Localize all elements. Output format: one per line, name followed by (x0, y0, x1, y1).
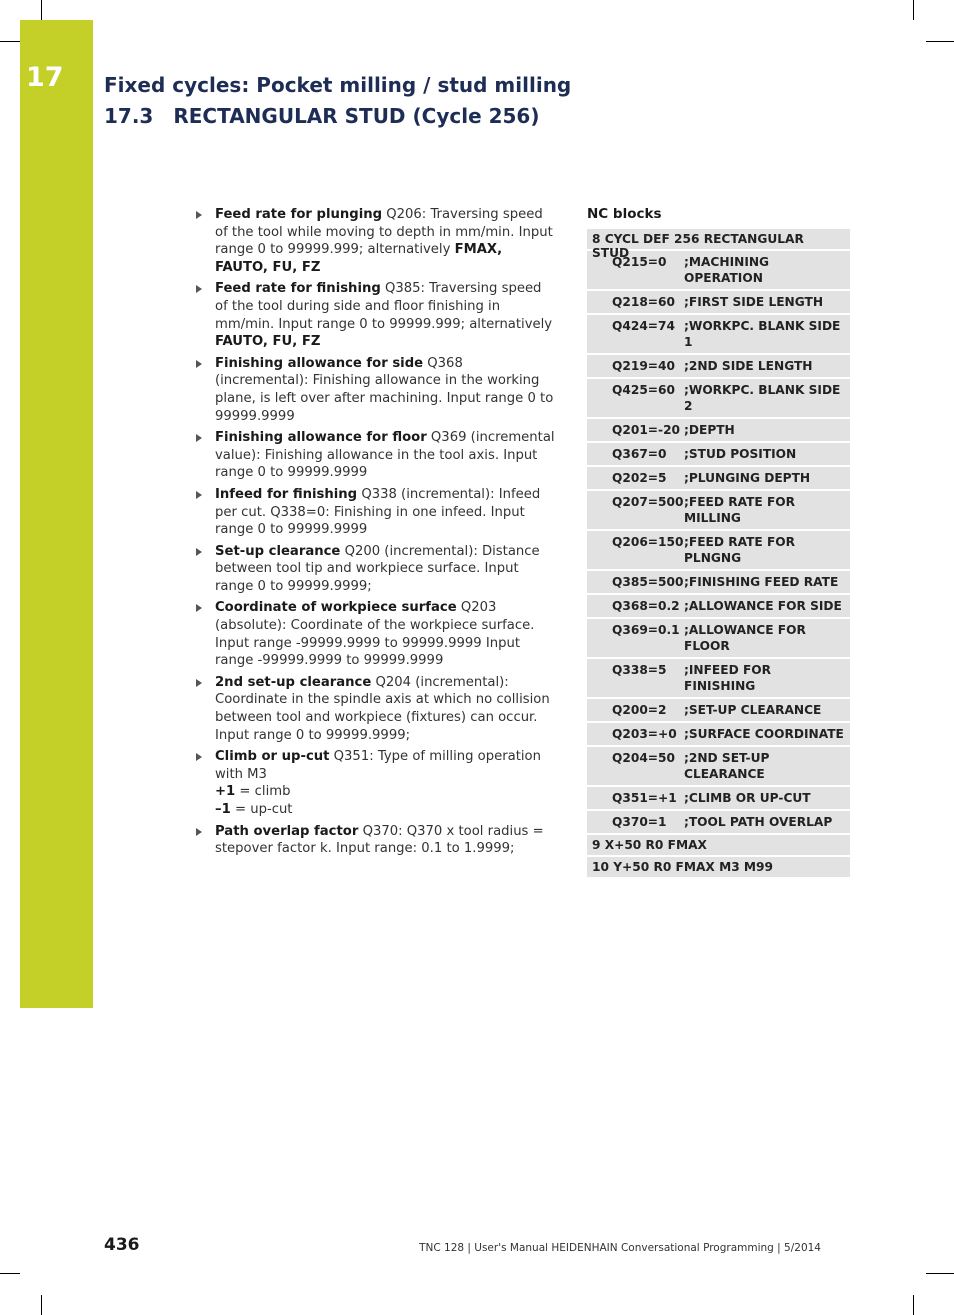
nc-param-row (587, 291, 850, 315)
nc-blocks-heading: NC blocks (587, 206, 662, 222)
climb-value: = climb (235, 784, 291, 800)
param-item (195, 543, 557, 596)
bullet-arrow-icon (196, 491, 202, 499)
nc-param-comment: ;PLUNGING DEPTH (684, 471, 811, 485)
nc-param-code: Q203=+0 (612, 727, 677, 741)
nc-param-code: Q351=+1 (612, 791, 677, 805)
crop-mark (0, 41, 20, 42)
param-name: Feed rate for finishing (215, 281, 381, 297)
crop-mark (41, 1295, 42, 1315)
param-name: Infeed for finishing (215, 486, 358, 502)
nc-param-comment: ;SET-UP CLEARANCE (684, 703, 822, 717)
param-desc: Q368 (incremental): Finishing allowance in the working plane, is left over after machining. Input range 0 to 99999.9999 (215, 355, 554, 424)
crop-mark (913, 1295, 914, 1315)
nc-param-comment: ;FEED RATE FOR PLNGNG (684, 535, 796, 565)
param-desc: Q206: Traversing speed of the tool while moving to depth in mm/min. Input range 0 to 99999.999; alternatively (215, 207, 553, 258)
param-desc: Q369 (incremental value): Finishing allowance in the tool axis. Input range 0 to 99999.9999 (215, 430, 555, 481)
param-desc: Q338 (incremental): Infeed per cut. Q338=0: Finishing in one infeed. Input range 0 to 99999.9999 (215, 486, 541, 538)
param-name: Finishing allowance for side (215, 355, 424, 371)
nc-param-code: Q368=0.2 (612, 599, 680, 613)
nc-param-row (587, 787, 850, 811)
bullet-arrow-icon (196, 434, 202, 442)
nc-param-comment: ;ALLOWANCE FOR FLOOR (684, 623, 806, 653)
param-options: FMAX, FAUTO, FU, FZ (215, 242, 503, 275)
crop-mark (41, 0, 42, 20)
nc-param-row (587, 315, 850, 355)
chapter-number: 17 (26, 62, 64, 93)
nc-param-comment: ;STUD POSITION (684, 447, 797, 461)
nc-param-code: Q424=74 (612, 319, 675, 333)
nc-param-row (587, 595, 850, 619)
param-name: Path overlap factor (215, 823, 359, 839)
nc-param-comment: ;ALLOWANCE FOR SIDE (684, 599, 842, 613)
nc-param-code: Q370=1 (612, 815, 667, 829)
param-desc: Q385: Traversing speed of the tool during side and floor finishing in mm/min. Input range 0 to 99999.999; alternatively (215, 281, 553, 332)
nc-param-code: Q204=50 (612, 751, 675, 765)
nc-param-code: Q218=60 (612, 295, 675, 309)
upcut-value: = up-cut (230, 802, 293, 817)
param-name: Finishing allowance for floor (215, 430, 427, 446)
section-name: RECTANGULAR STUD (Cycle 256) (173, 104, 540, 128)
upcut-key: –1 (215, 802, 231, 817)
nc-param-row (587, 531, 850, 571)
nc-block-row (587, 835, 850, 857)
nc-param-code: Q206=150 (612, 535, 684, 549)
nc-block-row (587, 857, 850, 879)
crop-mark (926, 41, 954, 42)
nc-param-comment: ;WORKPC. BLANK SIDE 1 (684, 319, 841, 349)
param-name: Set-up clearance (215, 543, 341, 559)
nc-param-comment: ;DEPTH (684, 423, 735, 437)
nc-blocks-table (587, 229, 850, 879)
nc-param-code: Q367=0 (612, 447, 667, 461)
nc-param-comment: ;SURFACE COORDINATE (684, 727, 844, 741)
nc-param-row (587, 355, 850, 379)
nc-param-code: Q207=500 (612, 495, 684, 509)
nc-param-code: Q200=2 (612, 703, 667, 717)
param-desc: Q370: Q370 x tool radius = stepover factor k. Input range: 0.1 to 1.9999; (215, 823, 544, 857)
bullet-arrow-icon (196, 211, 202, 219)
nc-block-text: 8 CYCL DEF 256 RECTANGULAR STUD (592, 232, 804, 260)
nc-param-comment: ;FIRST SIDE LENGTH (684, 295, 824, 309)
nc-param-row (587, 467, 850, 491)
nc-param-row (587, 443, 850, 467)
bullet-arrow-icon (196, 828, 202, 836)
page-number: 436 (104, 1235, 140, 1255)
param-item (195, 748, 557, 818)
nc-param-comment: ;FEED RATE FOR MILLING (684, 495, 796, 525)
nc-param-comment: ;WORKPC. BLANK SIDE 2 (684, 383, 841, 413)
nc-param-row (587, 723, 850, 747)
climb-key: +1 (215, 784, 236, 800)
section-title (104, 104, 539, 128)
bullet-arrow-icon (196, 285, 202, 293)
bullet-arrow-icon (196, 604, 202, 612)
param-item (195, 206, 557, 276)
nc-param-comment: ;INFEED FOR FINISHING (684, 663, 772, 693)
param-item (195, 599, 557, 669)
nc-param-comment: ;MACHINING OPERATION (684, 255, 770, 285)
nc-param-code: Q202=5 (612, 471, 667, 485)
nc-param-code: Q385=500 (612, 575, 684, 589)
nc-param-comment: ;FINISHING FEED RATE (684, 575, 839, 589)
nc-param-comment: ;CLIMB OR UP-CUT (684, 791, 811, 805)
param-item (195, 355, 557, 425)
nc-param-comment: ;2ND SET-UP CLEARANCE (684, 751, 770, 781)
bullet-arrow-icon (196, 679, 202, 687)
nc-param-code: Q215=0 (612, 255, 667, 269)
bullet-arrow-icon (196, 548, 202, 556)
nc-param-comment: ;2ND SIDE LENGTH (684, 359, 813, 373)
section-number: 17.3 (104, 104, 154, 128)
param-item (195, 486, 557, 539)
crop-mark (926, 1273, 954, 1274)
param-desc: Q200 (incremental): Distance between tool tip and workpiece surface. Input range 0 to 99999.9999; (215, 543, 540, 594)
param-options: FAUTO, FU, FZ (215, 334, 321, 350)
nc-param-row (587, 619, 850, 659)
parameter-list (195, 206, 557, 862)
param-name: Coordinate of workpiece surface (215, 600, 457, 616)
crop-mark (913, 0, 914, 20)
nc-param-row (587, 747, 850, 787)
param-desc: Q203 (absolute): Coordinate of the workpiece surface. Input range -99999.9999 to 99999.9999 Input range -99999.9999 to 99999.9999 (215, 600, 535, 669)
nc-param-code: Q338=5 (612, 663, 667, 677)
param-item (195, 280, 557, 350)
footer-text: TNC 128 | User's Manual HEIDENHAIN Conversational Programming | 5/2014 (419, 1242, 821, 1254)
param-item (195, 674, 557, 744)
nc-param-code: Q369=0.1 (612, 623, 680, 637)
nc-block-row (587, 229, 850, 260)
bullet-arrow-icon (196, 753, 202, 761)
nc-param-row (587, 491, 850, 531)
chapter-sidebar (20, 20, 93, 1008)
param-name: 2nd set-up clearance (215, 674, 372, 690)
nc-block-text: 10 Y+50 R0 FMAX M3 M99 (592, 860, 774, 874)
nc-param-row (587, 699, 850, 723)
chapter-title: Fixed cycles: Pocket milling / stud milling (104, 73, 572, 97)
nc-param-row (587, 659, 850, 699)
param-desc: Q204 (incremental): Coordinate in the spindle axis at which no collision between tool and workpiece (fixtures) can occur. Input range 0 to 99999.9999; (215, 674, 550, 743)
nc-param-row (587, 379, 850, 419)
nc-param-code: Q219=40 (612, 359, 675, 373)
param-item (195, 823, 557, 858)
nc-param-row (587, 419, 850, 443)
param-desc: Q351: Type of milling operation with M3 (215, 749, 541, 782)
nc-param-code: Q201=-20 (612, 423, 681, 437)
nc-block-text: 9 X+50 R0 FMAX (592, 838, 707, 852)
param-name: Climb or up-cut (215, 749, 330, 765)
param-item (195, 429, 557, 482)
nc-param-row (587, 251, 850, 291)
bullet-arrow-icon (196, 360, 202, 368)
nc-param-row (587, 811, 850, 835)
crop-mark (0, 1273, 20, 1274)
nc-param-code: Q425=60 (612, 383, 675, 397)
nc-param-row (587, 571, 850, 595)
param-name: Feed rate for plunging (215, 207, 383, 222)
nc-param-comment: ;TOOL PATH OVERLAP (684, 815, 833, 829)
